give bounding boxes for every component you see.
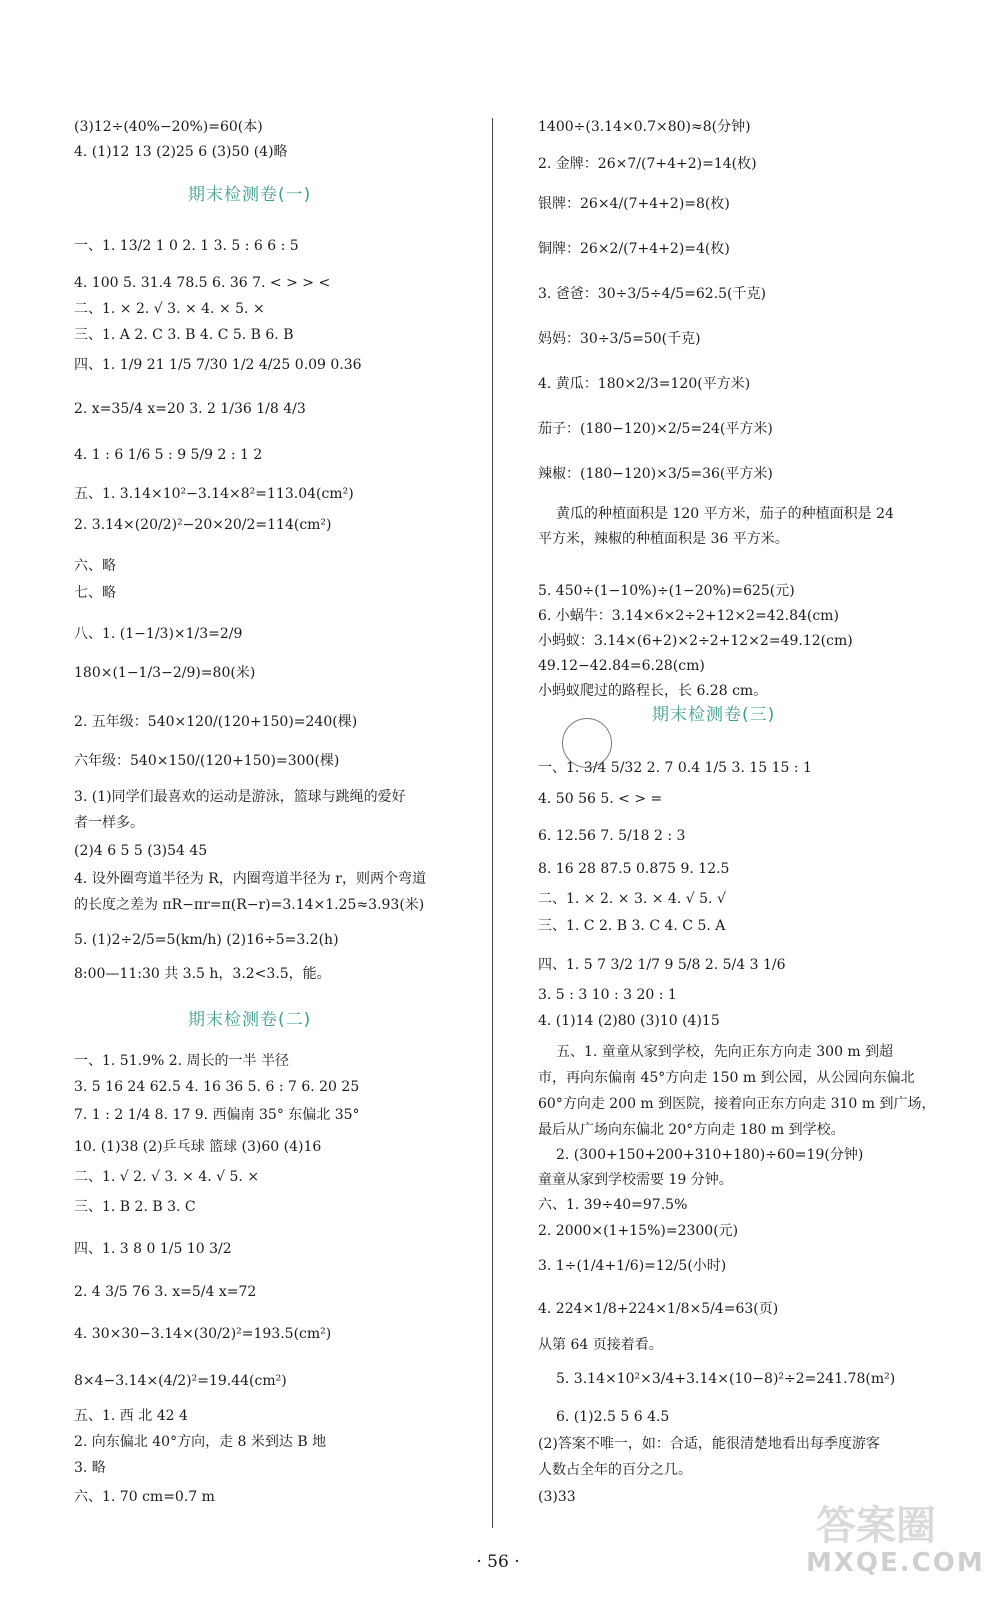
answer-line: 8. 16 28 87.5 0.875 9. 12.5: [538, 861, 730, 877]
answer-line: 3. 5 16 24 62.5 4. 16 36 5. 6 : 7 6. 20 25: [74, 1079, 360, 1095]
stamp-seal: [562, 718, 612, 768]
answer-line: 6. (1)2.5 5 6 4.5: [556, 1409, 670, 1425]
answer-line: 10. (1)38 (2)乒乓球 篮球 (3)60 (4)16: [74, 1139, 322, 1155]
answer-line: 四、1. 1/9 21 1/5 7/30 1/2 4/25 0.09 0.36: [74, 357, 362, 373]
answer-line: 二、1. √ 2. √ 3. × 4. √ 5. ×: [74, 1169, 260, 1185]
answer-line: 49.12−42.84=6.28(cm): [538, 658, 705, 674]
page-number: · 56 ·: [476, 1552, 520, 1572]
answer-line: (2)4 6 5 5 (3)54 45: [74, 843, 208, 859]
answer-line: 180×(1−1/3−2/9)=80(米): [74, 665, 256, 681]
answer-line: 5. 3.14×10²×3/4+3.14×(10−8)²÷2=241.78(m²): [556, 1371, 896, 1387]
answer-line: 7. 1 : 2 1/4 8. 17 9. 西偏南 35° 东偏北 35°: [74, 1107, 360, 1123]
section-title: 期末检测卷(三): [652, 705, 776, 725]
answer-line: 五、1. 西 北 42 4: [74, 1408, 188, 1424]
answer-line: 铜牌：26×2/(7+4+2)=4(枚): [538, 241, 730, 257]
answer-line: 5. (1)2÷2/5=5(km/h) (2)16÷5=3.2(h): [74, 932, 339, 948]
answer-line: 4. 224×1/8+224×1/8×5/4=63(页): [538, 1301, 779, 1317]
answer-line: 2. 向东偏北 40°方向，走 8 米到达 B 地: [74, 1434, 327, 1450]
answer-line: 五、1. 童童从家到学校，先向正东方向走 300 m 到超: [556, 1044, 894, 1060]
answer-line: 六年级：540×150/(120+150)=300(棵): [74, 753, 340, 769]
answer-line: 六、略: [74, 558, 116, 574]
answer-line: 3. (1)同学们最喜欢的运动是游泳，篮球与跳绳的爱好: [74, 789, 406, 805]
answer-line: 8×4−3.14×(4/2)²=19.44(cm²): [74, 1373, 287, 1389]
answer-line: 小蚂蚁：3.14×(6+2)×2÷2+12×2=49.12(cm): [538, 633, 853, 649]
answer-line: 4. 1 : 6 1/6 5 : 9 5/9 2 : 1 2: [74, 447, 263, 463]
answer-line: 3. 爸爸：30÷3/5÷4/5=62.5(千克): [538, 286, 766, 302]
answer-line: 二、1. × 2. × 3. × 4. √ 5. √: [538, 891, 726, 907]
answer-line: 从第 64 页接着看。: [538, 1337, 663, 1353]
answer-line: 童童从家到学校需要 19 分钟。: [538, 1172, 733, 1188]
answer-line: (3)33: [538, 1489, 576, 1505]
section-title: 期末检测卷(二): [188, 1010, 312, 1030]
column-divider: [492, 118, 493, 1528]
watermark-cn: 答案圈: [816, 1503, 936, 1549]
answer-line: 茄子：(180−120)×2/5=24(平方米): [538, 421, 773, 437]
answer-line: 4. 设外圈弯道半径为 R，内圈弯道半径为 r，则两个弯道: [74, 871, 426, 887]
answer-line: 四、1. 5 7 3/2 1/7 9 5/8 2. 5/4 3 1/6: [538, 957, 786, 973]
answer-line: 市，再向东偏南 45°方向走 150 m 到公园，从公园向东偏北: [538, 1070, 915, 1086]
answer-line: 4. 100 5. 31.4 78.5 6. 36 7. < > > <: [74, 275, 331, 291]
answer-line: 2. 3.14×(20/2)²−20×20/2=114(cm²): [74, 517, 332, 533]
answer-line: 6. 小蜗牛：3.14×6×2÷2+12×2=42.84(cm): [538, 608, 839, 624]
answer-line: 三、1. C 2. B 3. C 4. C 5. A: [538, 918, 726, 934]
answer-line: 2. 金牌：26×7/(7+4+2)=14(枚): [538, 156, 757, 172]
answer-line: 2. 2000×(1+15%)=2300(元): [538, 1223, 739, 1239]
answer-line: 三、1. B 2. B 3. C: [74, 1199, 196, 1215]
answer-line: (2)答案不唯一，如：合适，能很清楚地看出每季度游客: [538, 1436, 880, 1452]
answer-line: 4. 30×30−3.14×(30/2)²=193.5(cm²): [74, 1326, 332, 1342]
answer-line: (3)12÷(40%−20%)=60(本): [74, 119, 263, 135]
answer-line: 4. 黄瓜：180×2/3=120(平方米): [538, 376, 751, 392]
answer-line: 六、1. 39÷40=97.5%: [538, 1197, 688, 1213]
answer-line: 1400÷(3.14×0.7×80)≈8(分钟): [538, 119, 751, 135]
answer-line: 的长度之差为 πR−πr=π(R−r)=3.14×1.25≈3.93(米): [74, 897, 425, 913]
answer-line: 一、1. 3/4 5/32 2. 7 0.4 1/5 3. 15 15 : 1: [538, 760, 812, 776]
answer-line: 4. 50 56 5. < > =: [538, 791, 663, 807]
answer-line: 8:00—11:30 共 3.5 h，3.2<3.5，能。: [74, 966, 331, 982]
answer-line: 3. 5 : 3 10 : 3 20 : 1: [538, 987, 677, 1003]
answer-line: 一、1. 13/2 1 0 2. 1 3. 5 : 6 6 : 5: [74, 238, 299, 254]
answer-line: 5. 450÷(1−10%)÷(1−20%)=625(元): [538, 583, 795, 599]
answer-line: 辣椒：(180−120)×3/5=36(平方米): [538, 466, 773, 482]
answer-line: 一、1. 51.9% 2. 周长的一半 半径: [74, 1053, 289, 1069]
answer-line: 2. 五年级：540×120/(120+150)=240(棵): [74, 714, 358, 730]
answer-line: 妈妈：30÷3/5=50(千克): [538, 331, 701, 347]
answer-line: 小蚂蚁爬过的路程长，长 6.28 cm。: [538, 683, 768, 699]
answer-line: 6. 12.56 7. 5/18 2 : 3: [538, 828, 686, 844]
answer-line: 2. 4 3/5 76 3. x=5/4 x=72: [74, 1284, 257, 1300]
answer-line: 4. (1)12 13 (2)25 6 (3)50 (4)略: [74, 144, 288, 160]
answer-line: 三、1. A 2. C 3. B 4. C 5. B 6. B: [74, 327, 294, 343]
answer-line: 2. x=35/4 x=20 3. 2 1/36 1/8 4/3: [74, 401, 306, 417]
answer-line: 银牌：26×4/(7+4+2)=8(枚): [538, 196, 730, 212]
section-title: 期末检测卷(一): [188, 185, 312, 205]
answer-line: 2. (300+150+200+310+180)÷60=19(分钟): [556, 1147, 864, 1163]
answer-line: 4. (1)14 (2)80 (3)10 (4)15: [538, 1013, 720, 1029]
answer-line: 七、略: [74, 585, 116, 601]
answer-line: 四、1. 3 8 0 1/5 10 3/2: [74, 1241, 232, 1257]
answer-line: 八、1. (1−1/3)×1/3=2/9: [74, 626, 243, 642]
answer-line: 黄瓜的种植面积是 120 平方米，茄子的种植面积是 24: [556, 506, 894, 522]
answer-line: 六、1. 70 cm=0.7 m: [74, 1489, 215, 1505]
answer-line: 五、1. 3.14×10²−3.14×8²=113.04(cm²): [74, 486, 354, 502]
answer-line: 二、1. × 2. √ 3. × 4. × 5. ×: [74, 301, 265, 317]
answer-line: 人数占全年的百分之几。: [538, 1462, 692, 1478]
answer-line: 3. 1÷(1/4+1/6)=12/5(小时): [538, 1258, 727, 1274]
watermark-logo: [806, 1490, 986, 1590]
answer-line: 平方米，辣椒的种植面积是 36 平方米。: [538, 531, 789, 547]
answer-line: 60°方向走 200 m 到医院，接着向正东方向走 310 m 到广场，: [538, 1096, 936, 1112]
answer-line: 者一样多。: [74, 815, 144, 831]
watermark-en: MXQE.COM: [806, 1548, 985, 1578]
answer-line: 3. 略: [74, 1460, 106, 1476]
answer-line: 最后从广场向东偏北 20°方向走 180 m 到学校。: [538, 1122, 845, 1138]
